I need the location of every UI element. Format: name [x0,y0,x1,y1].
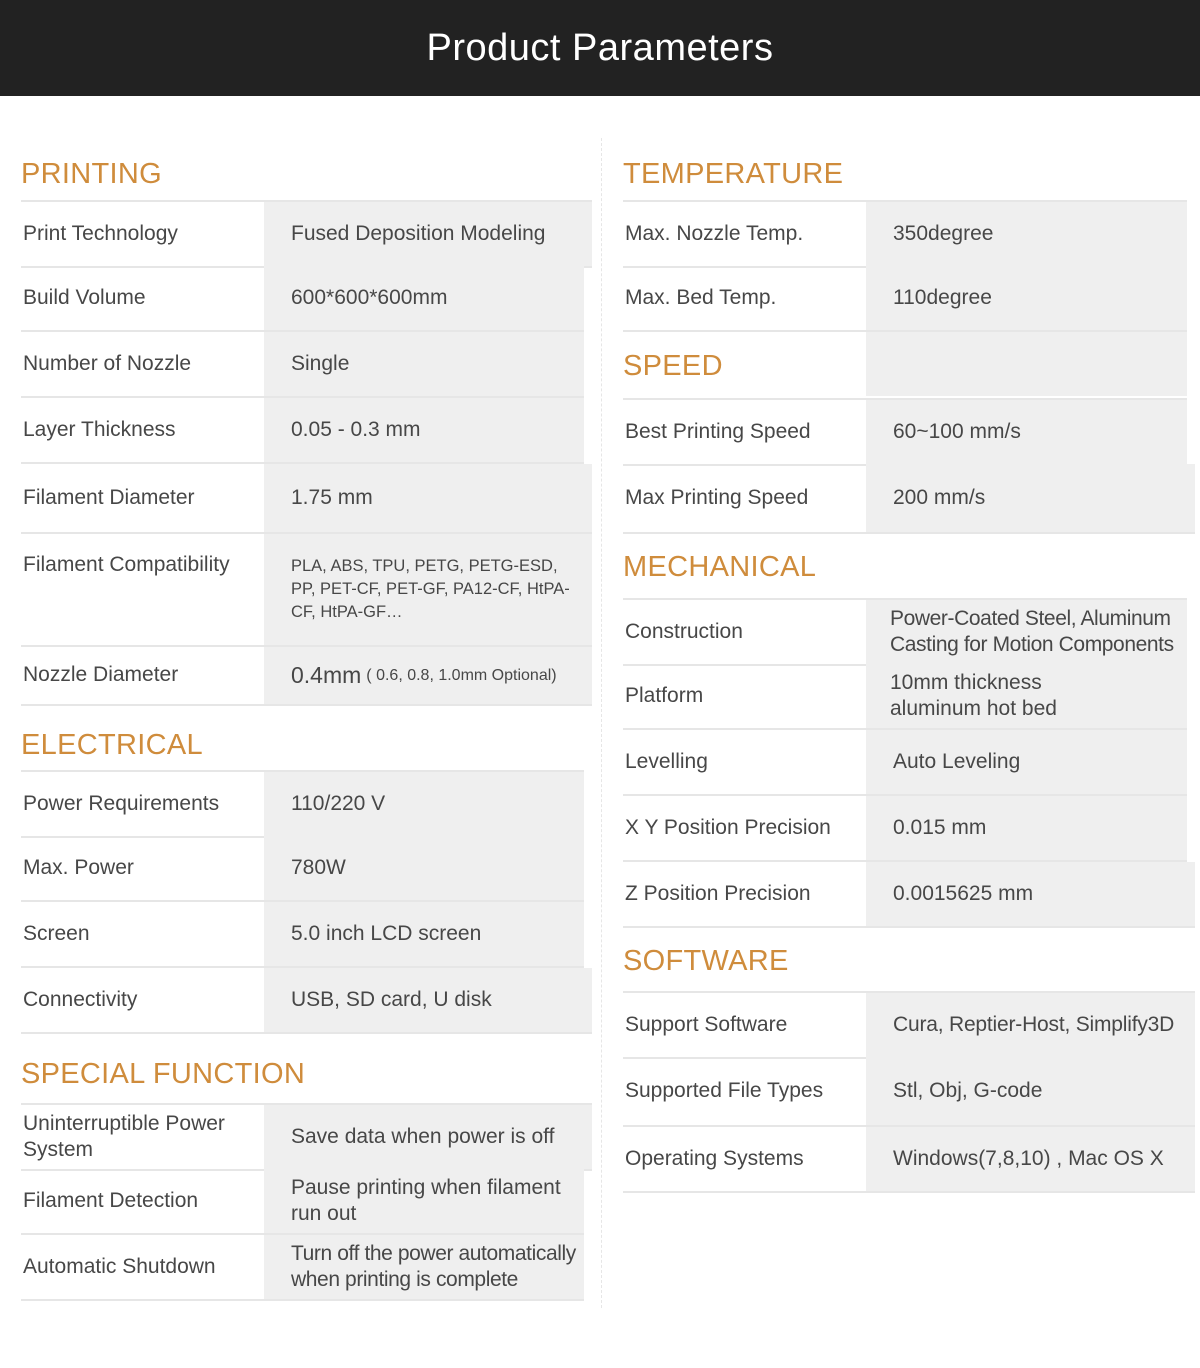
spec-value: 1.75 mm [264,464,592,532]
spec-label: Build Volume [23,285,146,309]
spec-row-filament-diameter [21,464,592,534]
spec-row-best-printing-speed [623,398,1187,466]
spec-label: Filament Compatibility [23,553,230,576]
spec-label: Layer Thickness [23,417,176,441]
spec-label: Screen [23,921,90,945]
spec-value: 0.015 mm [866,796,1187,860]
nozzle-diameter-options: ( 0.6, 0.8, 1.0mm Optional) [366,666,557,684]
spec-value: USB, SD card, U disk [264,968,592,1032]
spec-label: Max Printing Speed [625,485,809,509]
spec-label: Number of Nozzle [23,351,192,375]
spec-label: Supported File Types [625,1078,824,1102]
spec-label: Platform [625,683,704,707]
spec-row-power-requirements [21,770,584,838]
spec-row-filament-compatibility [21,534,592,647]
column-divider [601,138,602,1308]
spec-row-support-software [623,991,1195,1059]
spec-label: Connectivity [23,987,138,1011]
spec-label: Max. Nozzle Temp. [625,221,804,245]
spec-value: 350degree [866,202,1187,266]
spec-value: Cura, Reptier-Host, Simplify3D [866,993,1195,1057]
spec-row-max-nozzle-temp [623,200,1187,268]
spec-label: Z Position Precision [625,881,811,905]
spec-label: Automatic Shutdown [23,1254,216,1278]
section-title-speed: SPEED [623,350,723,382]
spec-value: Power-Coated Steel, Aluminum Casting for Motion Components [866,600,1187,664]
section-title-electrical: ELECTRICAL [21,729,203,761]
spec-label: Levelling [625,749,708,773]
spec-value: Windows(7,8,10) , Mac OS X [866,1127,1195,1191]
spec-row-max-printing-speed [623,464,1195,534]
spec-value: PLA, ABS, TPU, PETG, PETG-ESD, PP, PET-CF, PET-GF, PA12-CF, HtPA-CF, HtPA-GF… [264,534,592,645]
spec-label: Print Technology [23,221,178,245]
spec-label: X Y Position Precision [625,815,831,839]
spec-label: Max. Bed Temp. [625,285,777,309]
spec-row-construction [623,598,1187,666]
spec-row-layer-thickness [21,398,584,464]
spec-row-print-technology [21,200,592,268]
spec-value: Fused Deposition Modeling [264,202,592,266]
spec-row-supported-file-types [623,1057,1195,1127]
page-title: Product Parameters [426,27,774,69]
spec-value: 600*600*600mm [264,266,584,330]
spec-value: 0.05 - 0.3 mm [264,398,584,462]
spec-label: Power Requirements [23,791,220,815]
spec-value: Stl, Obj, G-code [866,1057,1195,1125]
spec-value: Auto Leveling [866,730,1187,794]
spec-value: 110/220 V [264,772,584,836]
spec-row-filament-detection [21,1169,584,1235]
spec-value: 5.0 inch LCD screen [264,902,584,966]
spec-row-nozzle-diameter [21,647,592,706]
spec-label: Filament Diameter [23,485,195,509]
spec-row-platform [623,664,1187,730]
spec-value: 200 mm/s [866,464,1195,532]
spec-value: 60~100 mm/s [866,400,1187,464]
spec-value: Pause printing when filament run out [264,1169,584,1233]
spec-label: Max. Power [23,855,134,879]
spec-value: 780W [264,836,584,900]
page-header [0,0,1200,96]
spec-row-ups [21,1103,592,1171]
speed-title-row-cell [866,332,1187,396]
spec-label: Operating Systems [625,1146,804,1170]
spec-value: 10mm thickness aluminum hot bed [866,664,1187,728]
nozzle-diameter-value: 0.4mm [291,662,362,689]
spec-row-number-of-nozzle [21,332,584,398]
spec-row-max-bed-temp [623,266,1187,332]
spec-row-connectivity [21,968,592,1034]
spec-label: Best Printing Speed [625,419,811,443]
section-title-software: SOFTWARE [623,945,789,977]
section-title-printing: PRINTING [21,158,162,190]
spec-label: Filament Detection [23,1188,199,1212]
spec-label: Nozzle Diameter [23,663,179,687]
spec-label: Construction [625,619,743,643]
spec-value: 0.0015625 mm [866,862,1195,926]
spec-row-automatic-shutdown [21,1235,584,1301]
spec-value [264,647,592,704]
section-title-mechanical: MECHANICAL [623,551,817,583]
spec-value: 110degree [866,266,1187,330]
spec-row-build-volume [21,266,584,332]
spec-row-screen [21,902,584,968]
spec-value: Save data when power is off [264,1105,592,1169]
spec-row-max-power [21,836,584,902]
spec-value: Single [264,332,584,396]
spec-label: Support Software [625,1012,788,1036]
spec-label: Uninterruptible Power System [23,1111,225,1161]
spec-row-xy-position-precision [623,796,1187,862]
spec-row-z-position-precision [623,862,1195,928]
spec-value: Turn off the power automatically when printing is complete [264,1235,584,1299]
section-title-special-function: SPECIAL FUNCTION [21,1058,306,1090]
spec-row-operating-systems [623,1127,1195,1193]
spec-row-levelling [623,730,1187,796]
section-title-temperature: TEMPERATURE [623,158,844,190]
